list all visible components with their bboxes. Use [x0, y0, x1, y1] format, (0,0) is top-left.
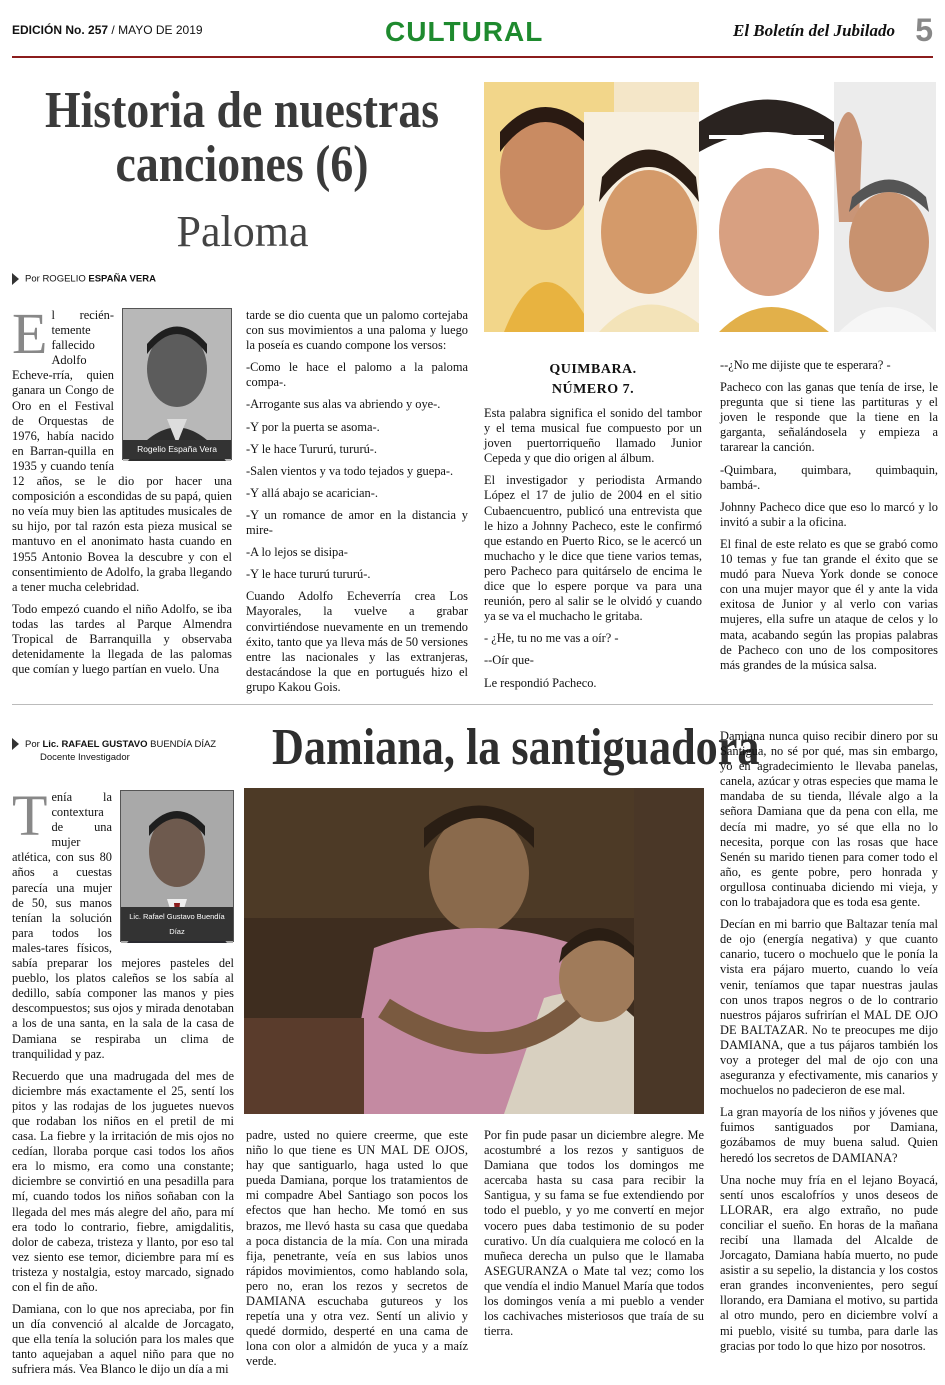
article1-paragraph: El recién-temente fallecido Adolfo Echeve-rría, quien ganara un Congo de Oro en el Festival de Orquestas de 1976, había nacido en Barran-quilla en 1935 y cuando tenía 12 años, se le dio por hacer una composición a escondidas de su papá, quien no veía muy bien las aptitudes musicales de su hijo, por tal razón esta pieza musical se mantuvo en el anonimato hasta cuando en 1955 Antonio Bovea la descubre y con el consentimiento de Adolfo, la graba llegando a tener mucha celebridad. — [12, 301, 232, 594]
article2-paragraph: La gran mayoría de los niños y jóvenes que fuimos santiguados por Damiana, gozábamos de muy buena salud. Quien heredó los secretos de DAMIANA? — [720, 1105, 938, 1165]
verse-line: -Y allá abajo se acarician-. — [246, 485, 378, 500]
article2-paragraph: Damiana nunca quiso recibir dinero por su Santigua, no sé por qué, mas sin embargo, yo en agradecimiento le llevaba panelas, canela, azúcar y otras especies que mama le mandaba de su tienda, llévale algo a la señora Damiana que da pena con ella, me decía mi madre, yo sé que ella no lo necesita, porque con las rosas que hace Senén su marido tienen para comer todo el año, es gente pobre, pero honrada y orgullosa continuaba diciendo mi vieja, y con lo trabajadora que es toda esa gente. — [720, 729, 938, 910]
article1-paragraph: --Oír que- — [484, 653, 534, 668]
article1-paragraph: Le respondió Pacheco. — [484, 675, 597, 690]
verse-line: -Y le hace Tururú, tururú-. — [246, 441, 377, 456]
article2-paragraph: padre, usted no quiere creerme, que este niño lo que tiene es UN MAL DE OJOS, hay que santiguarlo, haga usted lo que pueda Damiana, porque los tratamientos de mi compadre Abel Santiago son pocos los efectos que han hecho. Me tomó en sus brazos, me llevó hasta su casa que quedaba a poca distancia de la mía. Con una mirada fija, penetrante, veía en sus labios unos rápidos movimientos, como hablando sola, pero no, eran los rezos y secretos de DAMIANA escuchaba gutureos y los repetía una y otra vez. Sentí un alivio y quedé dormido, desperté en una cama de lona con olor a almidón de yuca y a maíz verde. — [246, 1128, 468, 1369]
newspaper-name: El Boletín del Jubilado — [733, 21, 895, 40]
author-role: Docente Investigador — [40, 752, 130, 763]
section-title: CULTURAL — [385, 16, 544, 47]
header-rule — [12, 56, 933, 58]
dropcap: T — [12, 783, 48, 848]
article1-paragraph: tarde se dio cuenta que un palomo cortejaba con sus movimientos a una paloma y luego la poseía es cuando compone los versos: — [246, 308, 468, 353]
verse-line: -Y por la puerta se asoma-. — [246, 419, 380, 434]
article2-paragraph: Recuerdo que una madrugada del mes de diciembre más exactamente el 25, sentí los pitos y las rodajas de los juguetes nuevos que rodaban los niños en el pretil de mi casa. La fiebre y la irritación de mis ojos no cedían, lloraba porque casi todos los años era lo mismo, era como una constante; diciembre se convirtió en una pesadilla para mí, cuando todos los niños soñaban con la llegada del mes más alegre del año, para mí era todo lo contrario, fiebre, amigdalitis, dolor de cabeza, tristeza y llanto, por eso tal vez siento ese temor, diciembre para mí es tristeza y nostalgia, estoy marcado, signado con el fin de año. — [12, 1068, 234, 1294]
article2-column-4 — [720, 729, 938, 1361]
verse-line: -Arrogante sus alas va abriendo y oye-. — [246, 397, 441, 412]
article1-paragraph: - ¿He, tu no me vas a oír? - — [484, 631, 619, 646]
section-heading: NÚMERO 7. — [551, 382, 635, 397]
article1-column-2 — [246, 308, 468, 702]
article2-paragraph: Tenía la contextura de una mujer atlética, con sus 80 años a cuestas parecía una mujer de 50, sus manos tenían la solución para todos los males-tares físicos, sabía preparar los mejores pasteles del pueblo, los platos caleños se los sabía al dedillo, sabía componer las manos y pies descompuestos; sus ojos y mirada denotaban a los de una santa, en la sala de la casa de Damiana se respiraba un clima de tranquilidad y paz. — [12, 783, 234, 1061]
article1-column-3 — [484, 360, 702, 698]
verse-line: -A lo lejos se disipa- — [246, 545, 348, 560]
article1-paragraph: Esta palabra significa el sonido del tambor y el tema musical fue compuesto por un joven puertorriqueño llamado Junior Cepeda y que dio origen al álbum. — [484, 406, 702, 466]
article1-paragraph: Cuando Adolfo Echeverría crea Los Mayorales, la vuelve a grabar convirtiéndose nuevamente en un tremendo éxito, tanto que ya lleva más de 50 versiones entre las nacionales y las extranjeras, destacándose la que en portugués hizo el grupo Kakou Gois. — [246, 589, 468, 694]
damiana-photo — [244, 788, 704, 1114]
masthead — [12, 12, 933, 48]
author-portrait-espana — [122, 308, 232, 460]
article1-subtitle: Paloma — [176, 207, 309, 256]
portrait-caption: Rogelio España Vera — [123, 440, 231, 459]
author-portrait-buendia — [120, 790, 234, 942]
article2-column-3 — [484, 1128, 704, 1346]
article2-title: Damiana, la santiguadora — [272, 719, 760, 776]
damiana-image — [244, 788, 704, 1114]
article2-paragraph: Damiana, con lo que nos apreciaba, por fin un día convenció al alcalde de Jorcagato, que ella tenía la solución para los males que tanto aquejaban a aquel niño para que no sufriera más. Vea Blanco le dijo un día a mi — [12, 1302, 234, 1377]
collage-image — [484, 82, 936, 332]
article2-paragraph: Decían en mi barrio que Baltazar tenía mal de ojo (energía negativa) y que cuanto canario, tucero o mochuelo que le ponía la vista era pájaro muerto, cuando lo veía venir, teníamos que tapar nuestras jaulas con unos trapos negros o de lo contrario nuestros pájaros sufrirían el MAL DE OJO DE BALTAZAR. No te preocupes me dijo DAMIANA, que a tus pájaros también los voy a proteger del mal de ojo con una aseguranza y efectivamente, mis canarios y mochuelos no padecieron de ese mal. — [720, 917, 938, 1098]
page-number: 5 — [915, 12, 933, 48]
verse-line: -Como le hace el palomo a la paloma compa-. — [246, 360, 468, 390]
portrait-caption: Lic. Rafael Gustavo Buendía Díaz — [121, 907, 233, 941]
article1-column-1 — [12, 301, 232, 684]
article2-byline: Por Lic. RAFAEL GUSTAVO BUENDÍA DÍAZ Docente Investigador — [12, 738, 216, 764]
verse-line: -Y le hace tururú tururú-. — [246, 567, 371, 582]
section-heading: QUIMBARA. — [549, 362, 637, 377]
article1-paragraph: El final de este relato es que se grabó como 10 temas y fue tan grande el éxito que se mudó para Nueva York donde se conoce con una mujer mayor que él y ante la vida exitosa de Junior y al verlo con varias mujeres, ella sufre un ataque de celos y lo mata, acabando según las propias palabras de Pacheco con uno de los compositores más grandes de la música salsa. — [720, 536, 938, 672]
musicians-collage — [484, 82, 936, 332]
verse-line: -Salen vientos y va todo tejados y guepa-. — [246, 463, 454, 478]
article1-title: Historia de nuestras canciones (6) — [44, 82, 440, 193]
byline-arrow-icon — [12, 738, 19, 750]
verse-line: -Y un romance de amor en la distancia y mire- — [246, 507, 468, 538]
article1-byline: Por ROGELIO ESPAÑA VERA — [12, 273, 156, 285]
author-photo — [123, 309, 231, 461]
article1-paragraph: Todo empezó cuando el niño Adolfo, se iba todas las tardes al Parque Almendra Tropical de Barranquilla y observaba detenidamente la llegada de las palomas que comían y luego partían en vuelo. Una — [12, 601, 232, 677]
article2-column-2 — [246, 1128, 468, 1377]
dropcap: E — [12, 301, 48, 366]
edition-info: EDICIÓN No. 257 / MAYO DE 2019 — [12, 23, 203, 37]
article1-paragraph: -Quimbara, quimbara, quimbaquin, bambá-. — [720, 462, 938, 492]
article2-column-1 — [12, 783, 234, 1385]
article2-paragraph: Por fin pude pasar un diciembre alegre. Me acostumbré a los rezos y santiguos de Damiana que todos los domingos me acercaba hasta su casa para recibir la Santigua, y su fama se fue extendiendo por todo el pueblo, y yo me convertí en mejor vocero pues daba testimonio de su poder curativo. Un día cualquiera me colocó en la muñeca derecha un pulso que le llamaba ASEGURANZA o Mate tal vez; como los que vendía el indio Manuel María que todos los domingos venía a mi pueblo a vender los cachivaches misteriosos que traía de su tierra. — [484, 1128, 704, 1339]
article1-column-4 — [720, 358, 938, 680]
article1-paragraph: El investigador y periodista Armando López el 17 de julio de 2004 en el sitio Cubaencuentro, publicó una entrevista que le hizo a Johnny Pacheco, este le confirmó que estando en Puerto Rico, se le acercó un muchacho y le dice que tiene varios temas, pero Pacheco para quitárselo de encima le dice que lo espere porque va para una reunión, pero al salir se le olvidó y cuando ya se va el muchacho le gritaba. — [484, 473, 702, 624]
article1-paragraph: Johnny Pacheco dice que eso lo marcó y lo invitó a subir a la oficina. — [720, 499, 938, 529]
byline-arrow-icon — [12, 273, 19, 285]
article1-paragraph: --¿No me dijiste que te esperara? - — [720, 358, 891, 372]
article2-paragraph: Una noche muy fría en el lejano Boyacá, sentí unos escalofríos y unos deseos de LLORAR, era algo extraño, no pude conciliar el sueño. En horas de la mañana recibí una llamada del Alcalde de Jorcagato, Damiana había muerto, no pude asistir a su sepelio, la distancia y los costos eran grandes inconvenientes, pero seguí llorando, era Damiana el motivo, su partida al otro mundo, pero en diciembre volví a mi pueblo, visité su tumba, para darle las gracias por todo lo que hizo por nosotros. — [720, 1172, 938, 1353]
article1-paragraph: Pacheco con las ganas que tenía de irse, le pregunta que si tiene las partituras y el joven le responde que la tiene en la garganta, señalándosela y empieza a tararear la canción. — [720, 380, 938, 455]
article-divider — [12, 704, 933, 705]
